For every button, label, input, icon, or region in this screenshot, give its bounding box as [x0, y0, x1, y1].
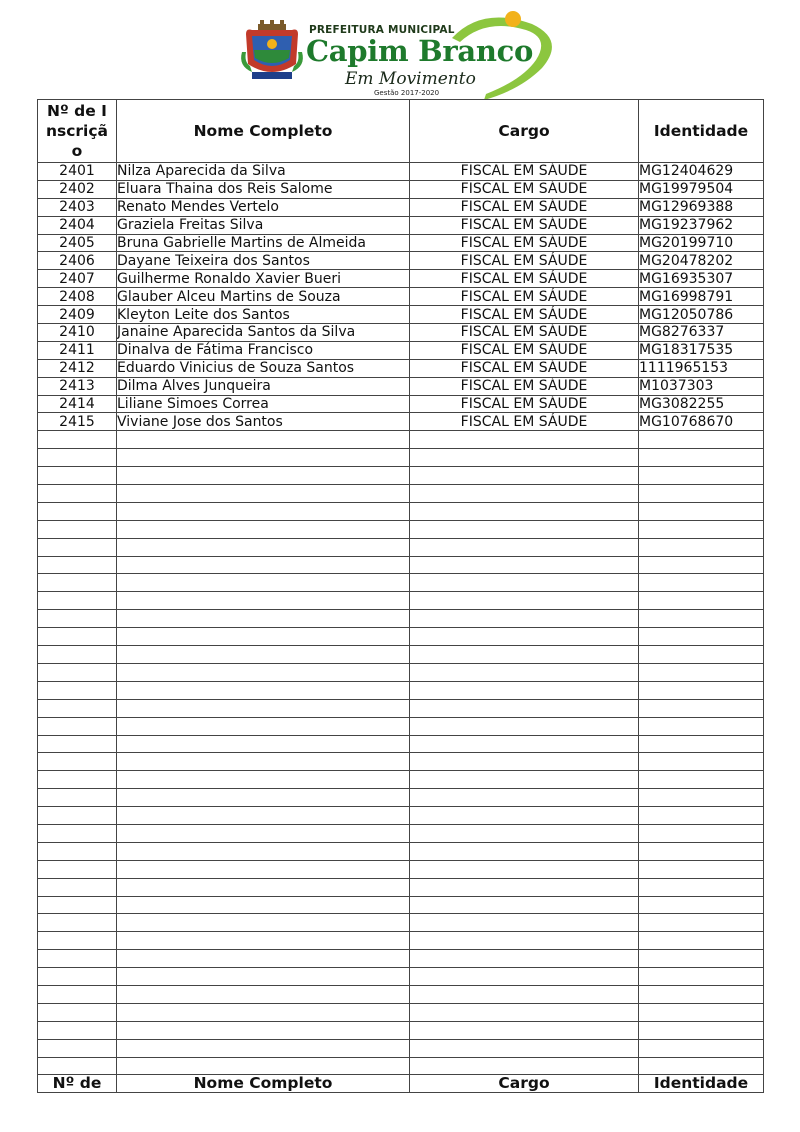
cell-id: MG20478202: [639, 252, 764, 270]
cell-id: [639, 663, 764, 681]
coat-of-arms-icon: [241, 20, 303, 79]
cell-name: [117, 824, 410, 842]
empty-table-row: [38, 717, 764, 735]
empty-table-row: [38, 968, 764, 986]
empty-table-row: [38, 538, 764, 556]
empty-table-row: [38, 646, 764, 664]
cell-cargo: [410, 574, 639, 592]
cell-name: Dayane Teixeira dos Santos: [117, 252, 410, 270]
cell-cargo: FISCAL EM SÁUDE: [410, 288, 639, 306]
col-header-id: Identidade: [639, 100, 764, 163]
cell-id: [639, 449, 764, 467]
logo-slogan: Em Movimento: [345, 69, 476, 89]
cell-id: [639, 878, 764, 896]
cell-cargo: FISCAL EM SÁUDE: [410, 252, 639, 270]
cell-name: Liliane Simoes Correa: [117, 395, 410, 413]
cell-num: [38, 467, 117, 485]
cell-name: [117, 950, 410, 968]
cell-id: [639, 771, 764, 789]
logo-prefeitura-text: PREFEITURA MUNICIPAL: [309, 24, 455, 36]
table-row: [38, 163, 764, 181]
cell-name: [117, 574, 410, 592]
empty-table-row: [38, 896, 764, 914]
cell-id: [639, 1057, 764, 1075]
cell-num: [38, 807, 117, 825]
cell-cargo: [410, 663, 639, 681]
empty-table-row: [38, 753, 764, 771]
cell-id: [639, 556, 764, 574]
cell-id: MG3082255: [639, 395, 764, 413]
cell-num: 2401: [38, 163, 117, 181]
cell-id: [639, 502, 764, 520]
cell-id: [639, 538, 764, 556]
col-header-cargo: Cargo: [410, 100, 639, 163]
cell-id: 1111965153: [639, 359, 764, 377]
cell-num: [38, 449, 117, 467]
cell-num: [38, 574, 117, 592]
cell-cargo: [410, 789, 639, 807]
cell-cargo: [410, 1021, 639, 1039]
cell-num: [38, 592, 117, 610]
cell-id: [639, 717, 764, 735]
cell-id: [639, 628, 764, 646]
footer-num: Nº de: [38, 1075, 117, 1093]
cell-cargo: [410, 824, 639, 842]
cell-name: Dilma Alves Junqueira: [117, 377, 410, 395]
cell-id: MG8276337: [639, 324, 764, 342]
cell-id: M1037303: [639, 377, 764, 395]
cell-cargo: [410, 878, 639, 896]
empty-table-row: [38, 1003, 764, 1021]
cell-cargo: [410, 520, 639, 538]
cell-cargo: FISCAL EM SÁUDE: [410, 341, 639, 359]
cell-cargo: [410, 646, 639, 664]
cell-num: [38, 717, 117, 735]
cell-name: Dinalva de Fátima Francisco: [117, 341, 410, 359]
cell-num: [38, 538, 117, 556]
cell-id: [639, 932, 764, 950]
empty-table-row: [38, 467, 764, 485]
cell-num: [38, 771, 117, 789]
empty-table-row: [38, 914, 764, 932]
cell-id: [639, 431, 764, 449]
cell-num: [38, 431, 117, 449]
cell-num: [38, 646, 117, 664]
cell-cargo: [410, 968, 639, 986]
table-row: [38, 395, 764, 413]
cell-name: Guilherme Ronaldo Xavier Bueri: [117, 270, 410, 288]
cell-num: 2406: [38, 252, 117, 270]
cell-num: [38, 735, 117, 753]
cell-id: [639, 485, 764, 503]
cell-id: MG19237962: [639, 216, 764, 234]
table-header: [38, 100, 764, 163]
empty-table-row: [38, 628, 764, 646]
cell-id: [639, 681, 764, 699]
cell-cargo: FISCAL EM SÁUDE: [410, 395, 639, 413]
cell-cargo: [410, 985, 639, 1003]
cell-id: [639, 985, 764, 1003]
cell-cargo: [410, 807, 639, 825]
table-row: [38, 377, 764, 395]
cell-name: Renato Mendes Vertelo: [117, 198, 410, 216]
table-row: [38, 270, 764, 288]
cell-id: MG16998791: [639, 288, 764, 306]
cell-name: Bruna Gabrielle Martins de Almeida: [117, 234, 410, 252]
cell-cargo: FISCAL EM SÁUDE: [410, 234, 639, 252]
cell-id: [639, 574, 764, 592]
cell-name: [117, 771, 410, 789]
cell-num: 2412: [38, 359, 117, 377]
cell-num: 2402: [38, 180, 117, 198]
cell-name: [117, 807, 410, 825]
empty-table-row: [38, 878, 764, 896]
cell-id: [639, 789, 764, 807]
cell-num: 2403: [38, 198, 117, 216]
cell-cargo: [410, 699, 639, 717]
empty-table-row: [38, 789, 764, 807]
cell-name: [117, 735, 410, 753]
cell-name: [117, 1039, 410, 1057]
col-header-num: [38, 100, 117, 163]
cell-num: [38, 878, 117, 896]
cell-id: MG12404629: [639, 163, 764, 181]
cell-id: [639, 646, 764, 664]
cell-num: [38, 968, 117, 986]
cell-id: MG19979504: [639, 180, 764, 198]
cell-num: [38, 950, 117, 968]
empty-table-row: [38, 932, 764, 950]
empty-table-row: [38, 1021, 764, 1039]
empty-table-row: [38, 771, 764, 789]
cell-id: [639, 1003, 764, 1021]
empty-table-row: [38, 860, 764, 878]
cell-id: [639, 1021, 764, 1039]
cell-name: [117, 914, 410, 932]
cell-num: 2409: [38, 306, 117, 324]
cell-id: [639, 1039, 764, 1057]
table-row: [38, 216, 764, 234]
empty-table-row: [38, 574, 764, 592]
empty-table-row: [38, 610, 764, 628]
cell-id: MG16935307: [639, 270, 764, 288]
logo-city-name: Capim Branco: [306, 34, 534, 68]
header-row: [38, 100, 764, 163]
cell-name: [117, 699, 410, 717]
cell-id: MG12969388: [639, 198, 764, 216]
empty-table-row: [38, 592, 764, 610]
table-row: [38, 306, 764, 324]
empty-table-row: [38, 735, 764, 753]
cell-num: [38, 914, 117, 932]
cell-num: [38, 699, 117, 717]
cell-name: [117, 467, 410, 485]
cell-id: [639, 914, 764, 932]
cell-cargo: [410, 753, 639, 771]
cell-cargo: [410, 610, 639, 628]
cell-num: [38, 681, 117, 699]
empty-table-row: [38, 556, 764, 574]
cell-id: MG10768670: [639, 413, 764, 431]
cell-num: [38, 556, 117, 574]
footer-name: Nome Completo: [117, 1075, 410, 1093]
cell-cargo: [410, 538, 639, 556]
table-row: [38, 341, 764, 359]
cell-num: 2415: [38, 413, 117, 431]
empty-table-row: [38, 663, 764, 681]
cell-cargo: [410, 449, 639, 467]
cell-id: [639, 735, 764, 753]
table-row: [38, 359, 764, 377]
cell-name: Nilza Aparecida da Silva: [117, 163, 410, 181]
table-row: [38, 198, 764, 216]
empty-table-row: [38, 485, 764, 503]
cell-num: [38, 663, 117, 681]
cell-num: [38, 628, 117, 646]
cell-name: [117, 1021, 410, 1039]
empty-table-row: [38, 449, 764, 467]
logo-gestao: Gestão 2017-2020: [374, 89, 440, 97]
cell-num: [38, 753, 117, 771]
cell-num: [38, 789, 117, 807]
table-row: [38, 252, 764, 270]
cell-id: [639, 467, 764, 485]
cell-name: Glauber Alceu Martins de Souza: [117, 288, 410, 306]
cell-id: MG20199710: [639, 234, 764, 252]
cell-name: [117, 842, 410, 860]
cell-cargo: [410, 1039, 639, 1057]
cell-cargo: [410, 681, 639, 699]
cell-cargo: FISCAL EM SÁUDE: [410, 180, 639, 198]
cell-cargo: [410, 950, 639, 968]
empty-table-row: [38, 807, 764, 825]
cell-id: [639, 824, 764, 842]
cell-id: [639, 860, 764, 878]
cell-cargo: [410, 485, 639, 503]
cell-name: Eduardo Vinicius de Souza Santos: [117, 359, 410, 377]
empty-table-row: [38, 824, 764, 842]
cell-num: 2413: [38, 377, 117, 395]
cell-id: [639, 968, 764, 986]
cell-id: [639, 896, 764, 914]
cell-num: [38, 485, 117, 503]
cell-name: [117, 663, 410, 681]
cell-name: [117, 753, 410, 771]
empty-table-row: [38, 431, 764, 449]
cell-num: [38, 860, 117, 878]
cell-cargo: [410, 914, 639, 932]
empty-table-row: [38, 842, 764, 860]
cell-num: [38, 842, 117, 860]
cell-num: [38, 896, 117, 914]
cell-name: [117, 1003, 410, 1021]
table-row: [38, 180, 764, 198]
col-header-num-label: Nº de Inscrição: [45, 102, 109, 160]
cell-cargo: [410, 592, 639, 610]
cell-num: 2407: [38, 270, 117, 288]
cell-name: [117, 789, 410, 807]
cell-name: [117, 932, 410, 950]
cell-name: [117, 860, 410, 878]
cell-id: [639, 753, 764, 771]
cell-cargo: [410, 502, 639, 520]
cell-id: MG18317535: [639, 341, 764, 359]
cell-cargo: FISCAL EM SÁUDE: [410, 216, 639, 234]
table-row: [38, 288, 764, 306]
cell-cargo: [410, 431, 639, 449]
cell-cargo: FISCAL EM SÁUDE: [410, 198, 639, 216]
cell-num: [38, 1039, 117, 1057]
cell-num: [38, 1021, 117, 1039]
cell-num: [38, 1003, 117, 1021]
cell-name: Kleyton Leite dos Santos: [117, 306, 410, 324]
cell-id: [639, 950, 764, 968]
cell-name: [117, 1057, 410, 1075]
cell-cargo: [410, 556, 639, 574]
cell-num: [38, 932, 117, 950]
cell-name: [117, 985, 410, 1003]
col-header-name: Nome Completo: [117, 100, 410, 163]
cell-id: [639, 520, 764, 538]
cell-name: [117, 610, 410, 628]
empty-table-row: [38, 950, 764, 968]
cell-name: Graziela Freitas Silva: [117, 216, 410, 234]
cell-num: 2408: [38, 288, 117, 306]
empty-table-row: [38, 985, 764, 1003]
cell-name: Janaine Aparecida Santos da Silva: [117, 324, 410, 342]
cell-name: Viviane Jose dos Santos: [117, 413, 410, 431]
cell-name: [117, 592, 410, 610]
cell-num: 2410: [38, 324, 117, 342]
empty-table-row: [38, 502, 764, 520]
cell-id: [639, 592, 764, 610]
empty-table-row: [38, 1039, 764, 1057]
cell-cargo: [410, 735, 639, 753]
cell-num: [38, 824, 117, 842]
cell-cargo: FISCAL EM SÁUDE: [410, 270, 639, 288]
table-row: [38, 413, 764, 431]
cell-cargo: [410, 860, 639, 878]
cell-name: [117, 485, 410, 503]
cell-id: [639, 842, 764, 860]
cell-num: [38, 520, 117, 538]
cell-id: [639, 699, 764, 717]
cell-name: [117, 556, 410, 574]
cell-name: [117, 538, 410, 556]
cell-num: [38, 502, 117, 520]
cell-cargo: [410, 717, 639, 735]
cell-cargo: [410, 628, 639, 646]
cell-cargo: [410, 1057, 639, 1075]
footer-row: [38, 1075, 764, 1093]
cell-num: 2405: [38, 234, 117, 252]
table-footer: [38, 1075, 764, 1093]
roster-table: [37, 99, 764, 1093]
table-body: [38, 163, 764, 1075]
cell-cargo: [410, 842, 639, 860]
empty-table-row: [38, 520, 764, 538]
empty-table-row: [38, 699, 764, 717]
cell-num: [38, 610, 117, 628]
cell-cargo: [410, 932, 639, 950]
cell-id: MG12050786: [639, 306, 764, 324]
sun-icon: [505, 11, 521, 27]
cell-cargo: FISCAL EM SÁUDE: [410, 413, 639, 431]
cell-name: [117, 646, 410, 664]
cell-cargo: [410, 467, 639, 485]
cell-name: [117, 520, 410, 538]
empty-table-row: [38, 1057, 764, 1075]
cell-cargo: FISCAL EM SÁUDE: [410, 163, 639, 181]
cell-num: 2404: [38, 216, 117, 234]
cell-num: 2414: [38, 395, 117, 413]
cell-name: [117, 628, 410, 646]
empty-table-row: [38, 681, 764, 699]
cell-cargo: FISCAL EM SÁUDE: [410, 359, 639, 377]
cell-name: [117, 717, 410, 735]
cell-name: Eluara Thaina dos Reis Salome: [117, 180, 410, 198]
cell-name: [117, 431, 410, 449]
cell-num: [38, 1057, 117, 1075]
cell-cargo: FISCAL EM SÁUDE: [410, 306, 639, 324]
cell-id: [639, 807, 764, 825]
table-row: [38, 234, 764, 252]
cell-name: [117, 968, 410, 986]
cell-cargo: [410, 896, 639, 914]
cell-num: [38, 985, 117, 1003]
cell-name: [117, 502, 410, 520]
cell-name: [117, 878, 410, 896]
cell-cargo: FISCAL EM SÁUDE: [410, 377, 639, 395]
cell-name: [117, 681, 410, 699]
cell-id: [639, 610, 764, 628]
cell-name: [117, 896, 410, 914]
footer-cargo: Cargo: [410, 1075, 639, 1093]
table-row: [38, 324, 764, 342]
cell-cargo: [410, 1003, 639, 1021]
cell-num: 2411: [38, 341, 117, 359]
footer-id: Identidade: [639, 1075, 764, 1093]
cell-cargo: [410, 771, 639, 789]
cell-name: [117, 449, 410, 467]
cell-cargo: FISCAL EM SÁUDE: [410, 324, 639, 342]
municipal-logo: [236, 8, 566, 104]
